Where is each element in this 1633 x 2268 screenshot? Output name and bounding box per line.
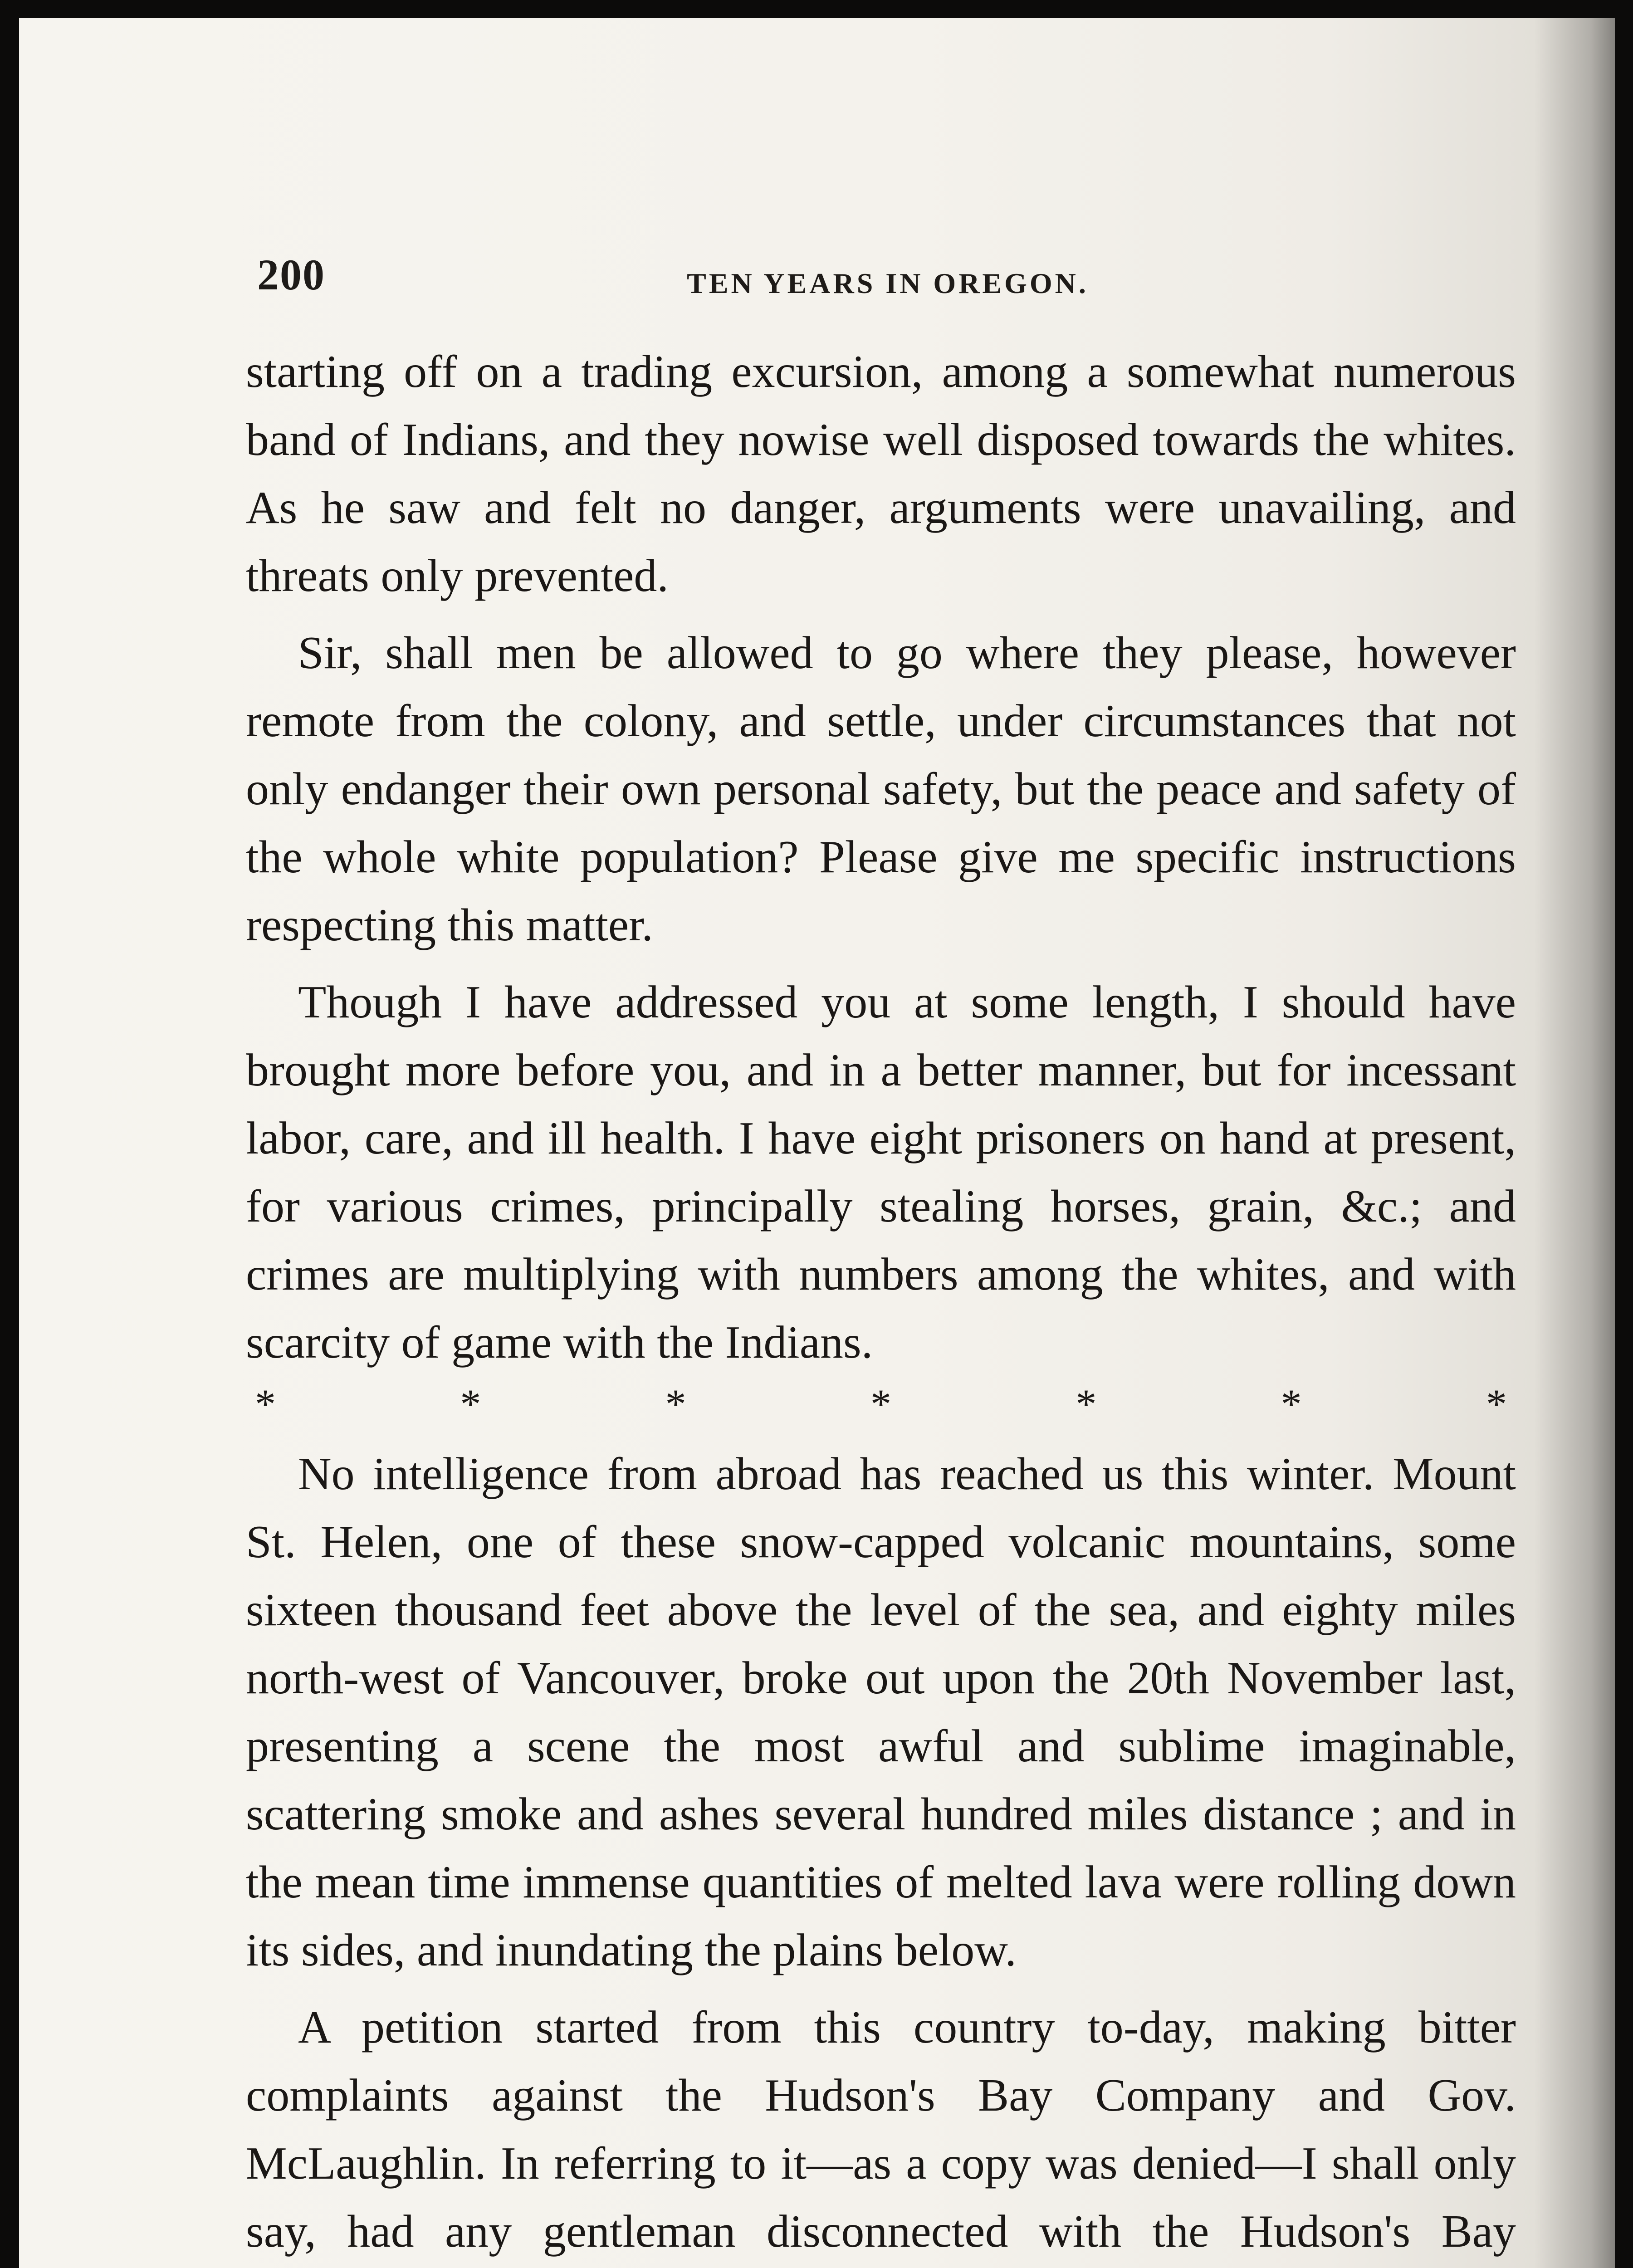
paragraph: Sir, shall men be allowed to go where they please, however remote from the colony, and settle, under circumstances that not only endanger their own personal safety, but the peace and safety of the whole white population? Please give me specific instructions respecting this matter. — [246, 627, 1516, 951]
asterisk: * — [1281, 1381, 1302, 1427]
asterisk: * — [255, 1381, 276, 1427]
asterisk: * — [460, 1381, 481, 1427]
ellipsis-asterisks — [246, 1377, 1516, 1440]
paragraph: Though I have addressed you at some length, I should have brought more before you, and in a better manner, but for incessant labor, care, and ill health. I have eight prisoners on hand at present, for various crimes, principally stealing horses, grain, &c.; and crimes are multiplying with numbers among the whites, and with scarcity of game with the Indians. — [246, 977, 1516, 1368]
book-page — [19, 18, 1615, 2268]
asterisk: * — [1076, 1381, 1097, 1427]
running-head: TEN YEARS IN OREGON. — [687, 267, 1089, 299]
page-number: 200 — [257, 250, 325, 299]
asterisk: * — [1486, 1381, 1507, 1427]
page-header — [257, 249, 1518, 308]
asterisk: * — [665, 1381, 686, 1427]
paragraph-continued: starting off on a trading excursion, among a somewhat numerous band of Indians, and they nowise well disposed towards the whites. As he saw and felt no danger, arguments were unavailing, and threats only prevented. — [246, 346, 1516, 601]
paragraph: A petition started from this country to-day, making bitter complaints against the Hudson's Bay Company and Gov. McLaughlin. In referring to it—as a copy was denied—I shall only say, had any gentleman disconnected with the Hudson's Bay — [246, 2002, 1516, 2257]
paragraph: No intelligence from abroad has reached us this winter. Mount St. Helen, one of these snow-capped volcanic mountains, some sixteen thousand feet above the level of the sea, and eighty miles north-west of Vancouver, broke out upon the 20th November last, presenting a scene the most awful and sublime imaginable, scattering smoke and ashes several hundred miles distance ; and in the mean time immense quantities of melted lava were rolling down its sides, and inundating the plains below. — [246, 1448, 1516, 1976]
body-text — [246, 338, 1516, 2268]
asterisk: * — [870, 1381, 891, 1427]
